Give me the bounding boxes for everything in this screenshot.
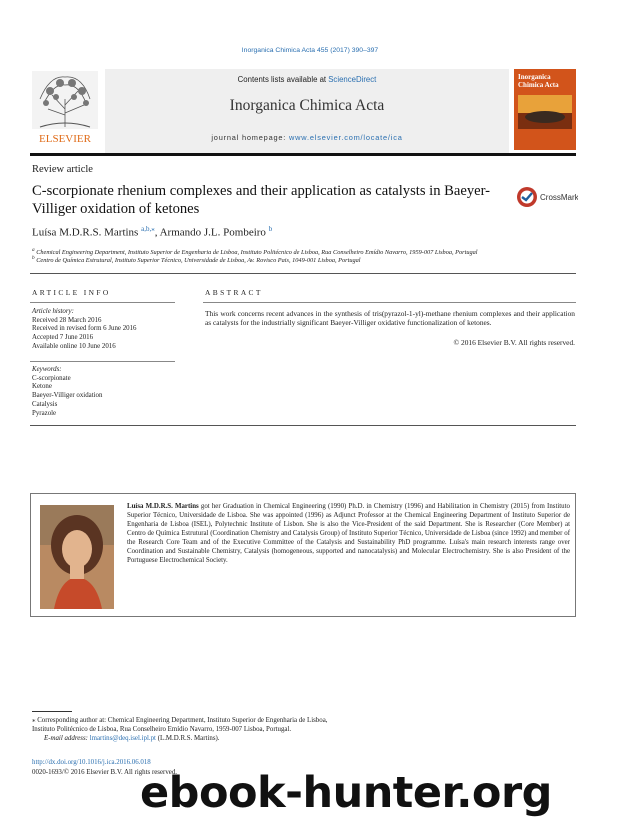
author-list <box>32 225 272 239</box>
footnote-mark: ⁎ <box>32 717 36 724</box>
article-title: C-scorpionate rhenium complexes and their application as catalysts in Baeyer-Villiger oxidation of ketones <box>32 183 491 217</box>
corresponding-author-footnote <box>32 716 342 743</box>
keyword: Pyrazole <box>32 409 57 417</box>
author-name: Armando J.L. Pombeiro <box>159 226 266 239</box>
affiliation-mark: b <box>32 255 35 261</box>
issn-copyright: 0020-1693/© 2016 Elsevier B.V. All rights reserved. <box>32 769 178 776</box>
affiliation-text: Centro de Química Estrutural, Instituto Superior Técnico, Universidade de Lisboa, Av. Rovisco Pais, 1049-001 Lisboa, Portugal <box>36 257 361 265</box>
keywords <box>32 366 102 418</box>
email-suffix: (L.M.D.R.S. Martins). <box>157 735 220 742</box>
crossmark-label: CrossMark <box>540 193 578 202</box>
elsevier-logo-text: ELSEVIER <box>39 133 91 145</box>
header-rule <box>30 153 576 156</box>
divider <box>30 425 576 426</box>
affiliation <box>32 255 361 264</box>
contents-prefix: Contents lists available at <box>237 75 329 84</box>
affiliation-text: Chemical Engineering Department, Instituto Superior de Engenharia de Lisboa, Instituto Politécnico de Lisboa, Rua Conselheiro Emídio Navarro, 1959-007 Lisboa, Portugal <box>36 249 478 257</box>
doi-link[interactable]: http://dx.doi.org/10.1016/j.ica.2016.06.018 <box>32 759 151 766</box>
email-line <box>32 734 342 743</box>
author-photo <box>40 505 114 609</box>
author-affiliation-marks[interactable]: a,b,⁎ <box>141 225 155 233</box>
author-separator: , <box>154 226 160 239</box>
affiliation-mark: a <box>32 247 35 253</box>
journal-reference-link[interactable]: Inorganica Chimica Acta 455 (2017) 390–397 <box>241 47 379 54</box>
watermark-text: ebook-hunter.org <box>140 768 552 818</box>
footnote-rule <box>32 711 72 712</box>
email-link[interactable]: lmartins@deq.isel.ipl.pt <box>89 735 156 742</box>
divider <box>203 302 576 303</box>
keywords-label: Keywords: <box>32 366 62 373</box>
journal-homepage <box>105 133 509 142</box>
abstract-text: This work concerns recent advances in the synthesis of tris(pyrazol-1-yl)-methane rhenium complexes and their application as catalysts for the industrially significant Baeyer-Villiger oxidative functionalization of ketones. <box>205 309 575 328</box>
divider <box>30 361 175 362</box>
article-history <box>32 308 136 352</box>
keyword: Catalysis <box>32 400 58 408</box>
email-label: E-mail address: <box>44 735 88 742</box>
author-bio <box>127 502 570 565</box>
history-item: Available online 10 June 2016 <box>32 342 116 350</box>
history-item: Received 28 March 2016 <box>32 316 102 324</box>
divider <box>30 273 576 274</box>
sciencedirect-link[interactable]: ScienceDirect <box>328 75 377 84</box>
footnote-text: Corresponding author at: Chemical Engineering Department, Instituto Superior de Engenharia de Lisboa, Instituto Politécnico de Lisboa, Rua Conselheiro Emídio Navarro, 1959-007 Lisboa, Portugal. <box>32 717 328 733</box>
history-item: Received in revised form 6 June 2016 <box>32 325 137 333</box>
author-affiliation-marks[interactable]: b <box>268 225 273 233</box>
abstract-copyright: © 2016 Elsevier B.V. All rights reserved. <box>453 338 575 347</box>
bio-author-name: Luísa M.D.R.S. Martins <box>127 503 199 510</box>
abstract-heading: ABSTRACT <box>205 288 263 297</box>
homepage-link[interactable]: www.elsevier.com/locate/ica <box>289 133 403 142</box>
keyword: Ketone <box>32 383 52 391</box>
history-label: Article history: <box>32 308 74 315</box>
divider <box>30 302 175 303</box>
bio-text: got her Graduation in Chemical Engineering (1990) Ph.D. in Chemistry (1996) and Habilitation in Chemistry (2015) from Instituto Superior Técnico, Universidade de Lisboa. She was appointed (1996) as Adjunct Professor at the Chemical Engineering Department of Instituto Superior de Engenharia de Lisboa (ISEL), Polytechnic Institute of Lisbon. She is also the Vice-President of the said Department. She is Researcher (Core Member) at Centro de Química Estrutural (Coordination Chemistry and Catalysis Group) of Instituto Superior Técnico, Universidade de Lisboa (since 1992) and member of the Research Core Team and of the Executive Committee of the Catalysis and Sustainability PhD programme. Luísa's main research interests range over Coordination and Sustainable Chemistry, Catalysis (homogeneous, supported and nanocatalysis) and Molecular Electrochemistry. She is also President of the Portuguese Electrochemical Society. <box>127 503 570 565</box>
homepage-prefix: journal homepage: <box>211 133 290 142</box>
article-type: Review article <box>32 164 93 175</box>
elsevier-logo <box>30 69 100 147</box>
contents-line <box>105 75 509 84</box>
journal-cover-image <box>514 69 576 150</box>
article-info-heading: ARTICLE INFO <box>32 288 111 297</box>
keyword: C-scorpionate <box>32 374 71 382</box>
author-name: Luísa M.D.R.S. Martins <box>32 226 139 239</box>
cover-title: Inorganica Chimica Acta <box>518 73 559 89</box>
keyword: Baeyer-Villiger oxidation <box>32 392 103 400</box>
journal-header <box>105 69 509 153</box>
history-item: Accepted 7 June 2016 <box>32 334 94 342</box>
journal-name: Inorganica Chimica Acta <box>229 97 385 114</box>
crossmark-button[interactable] <box>516 186 578 213</box>
